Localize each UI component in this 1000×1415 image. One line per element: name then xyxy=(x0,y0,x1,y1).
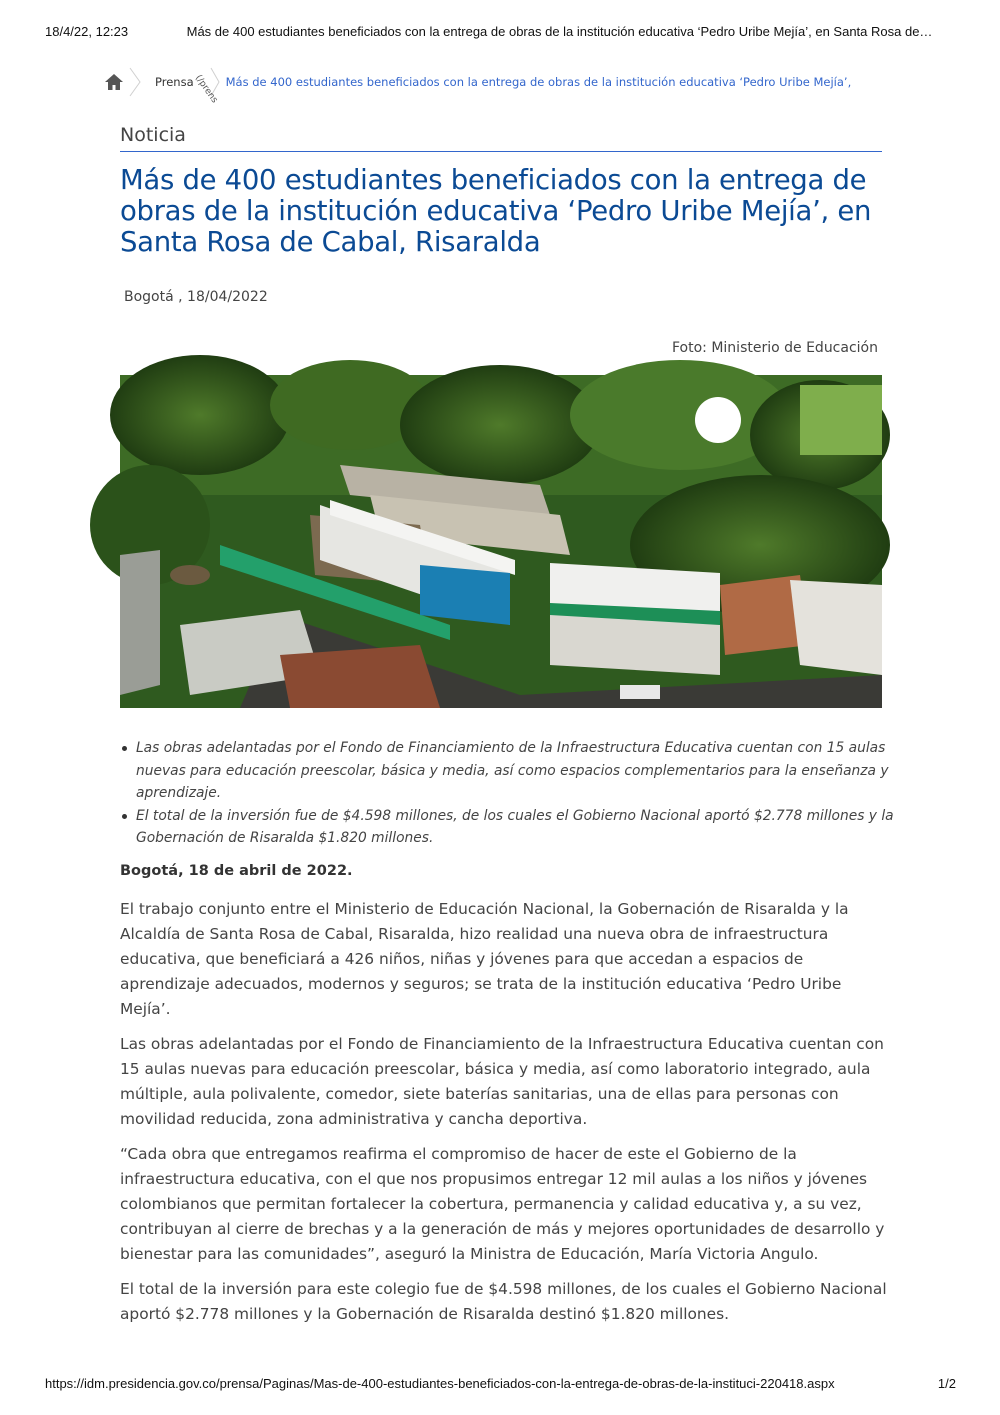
article-body xyxy=(120,897,890,1337)
page-number: 1/2 xyxy=(937,1376,956,1391)
breadcrumb xyxy=(103,66,898,106)
print-page-title: Más de 400 estudiantes beneficiados con la entrega de obras de la institución educativa ‘Pedro Uribe Mejía’, en Santa Rosa de… xyxy=(186,24,933,39)
article-highlights xyxy=(120,737,906,850)
print-footer xyxy=(45,1376,956,1391)
chevron-right-icon xyxy=(129,67,141,97)
paragraph: El trabajo conjunto entre el Ministerio de Educación Nacional, la Gobernación de Risaralda y la Alcaldía de Santa Rosa de Cabal, Risaralda, hizo realidad una nueva obra de infraestructura educativa, que beneficiará a 426 niños, niñas y jóvenes para que accedan a espacios de aprendizaje adecuados, modernos y seguros; se trata de la institución educativa ‘Pedro Uribe Mejía’. xyxy=(120,900,849,1018)
breadcrumb-item-url: (/prens xyxy=(192,73,219,106)
list-item: El total de la inversión fue de $4.598 millones, de los cuales el Gobierno Nacional aportó $2.778 millones y la Gobernación de Risaralda $1.820 millones. xyxy=(136,805,906,850)
breadcrumb-item-prensa[interactable]: Prensa xyxy=(155,75,194,89)
photo-credit: Foto: Ministerio de Educación xyxy=(672,340,878,356)
section-label: Noticia xyxy=(120,124,882,152)
breadcrumb-item-current[interactable]: Más de 400 estudiantes beneficiados con la entrega de obras de la institución educativa ‘Pedro Uribe Mejía’, xyxy=(225,75,852,89)
lead-date: Bogotá, 18 de abril de 2022. xyxy=(120,863,353,879)
article-photo[interactable] xyxy=(120,375,882,708)
list-item: Las obras adelantadas por el Fondo de Financiamiento de la Infraestructura Educativa cuentan con 15 aulas nuevas para educación preescolar, básica y media, así como espacios complementarios para la enseñanza y aprendizaje. xyxy=(136,737,906,805)
print-url: https://idm.presidencia.gov.co/prensa/Paginas/Mas-de-400-estudiantes-beneficiados-con-la-entrega-de-obras-de-la-instituci-220418.aspx xyxy=(45,1376,835,1391)
article-dateline: Bogotá , 18/04/2022 xyxy=(124,289,268,305)
play-icon[interactable] xyxy=(695,397,741,443)
home-icon[interactable] xyxy=(103,71,125,93)
paragraph: Las obras adelantadas por el Fondo de Financiamiento de la Infraestructura Educativa cuentan con 15 aulas nuevas para educación preescolar, básica y media, así como laboratorio integrado, aula múltiple, aula polivalente, comedor, siete baterías sanitarias, una de ellas para personas con movilidad reducida, zona administrativa y cancha deportiva. xyxy=(120,1035,884,1128)
print-header xyxy=(45,24,960,39)
article-title: Más de 400 estudiantes beneficiados con la entrega de obras de la institución educativa ‘Pedro Uribe Mejía’, en Santa Rosa de Cabal, Risaralda xyxy=(120,164,872,258)
print-datetime: 18/4/22, 12:23 xyxy=(45,24,129,39)
paragraph: “Cada obra que entregamos reafirma el compromiso de hacer de este el Gobierno de la infraestructura educativa, con el que nos propusimos entregar 12 mil aulas a los niños y jóvenes colombianos que permitan fortalecer la cobertura, permanencia y calidad educativa y, a su vez, contribuyan al cierre de brechas y a la generación de más y mejores oportunidades de desarrollo y bienestar para las comunidades”, aseguró la Ministra de Educación, María Victoria Angulo. xyxy=(120,1145,885,1263)
paragraph: El total de la inversión para este colegio fue de $4.598 millones, de los cuales el Gobierno Nacional aportó $2.778 millones y la Gobernación de Risaralda destinó $1.820 millones. xyxy=(120,1280,887,1323)
